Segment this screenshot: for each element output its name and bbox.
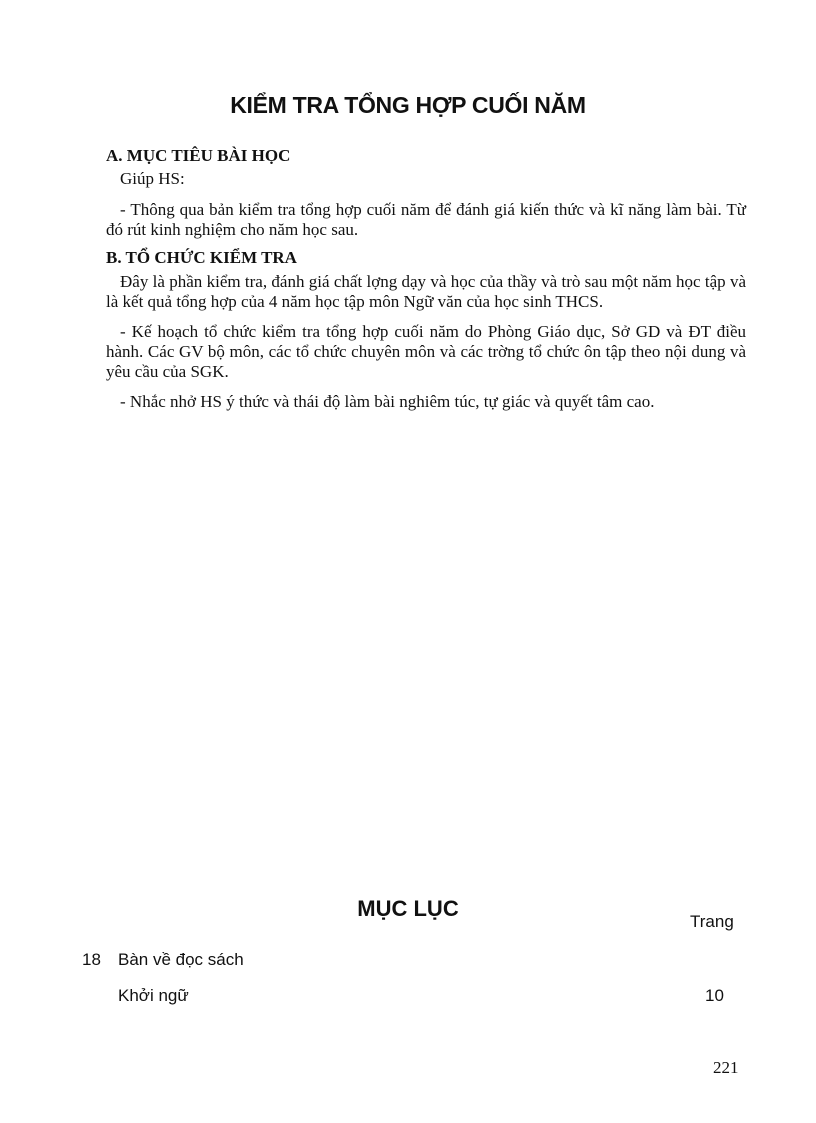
page-title: KIỂM TRA TỔNG HỢP CUỐI NĂM [230,92,586,118]
section-a-body [106,200,746,240]
toc-page-column-label: Trang [690,912,734,931]
paragraph: - Nhắc nhở HS ý thức và thái độ làm bài nghiêm túc, tự giác và quyết tâm cao. [120,392,655,411]
toc-entry-title[interactable]: Khởi ngữ [118,986,189,1005]
paragraph: - Thông qua bản kiểm tra tổng hợp cuối năm để đánh giá kiến thức và kĩ năng làm bài. Từ đó rút kinh nghiệm cho năm học sau. [106,200,746,239]
paragraph: - Kế hoạch tổ chức kiểm tra tổng hợp cuối năm do Phòng Giáo dục, Sở GD và ĐT điều hành. Các GV bộ môn, các tổ chức chuyên môn và các trờng tổ chức ôn tập theo nội dung và yêu cầu của SGK. [106,322,746,381]
toc-entry-number: 18 [82,950,101,969]
toc-entry-page: 10 [705,986,724,1005]
toc-entry-title[interactable]: Bàn về đọc sách [118,950,244,969]
section-a-heading: A. MỤC TIÊU BÀI HỌC [106,146,291,165]
section-b-body [106,272,746,412]
toc-title: MỤC LỤC [357,896,459,921]
page-number: 221 [713,1058,739,1077]
paragraph: Đây là phần kiểm tra, đánh giá chất lợng dạy và học của thầy và trò sau một năm học tập và là kết quả tổng hợp của 4 năm học tập môn Ngữ văn của học sinh THCS. [106,272,746,311]
section-b-heading: B. TỔ CHỨC KIỂM TRA [106,248,297,267]
section-a-intro: Giúp HS: [120,169,185,188]
